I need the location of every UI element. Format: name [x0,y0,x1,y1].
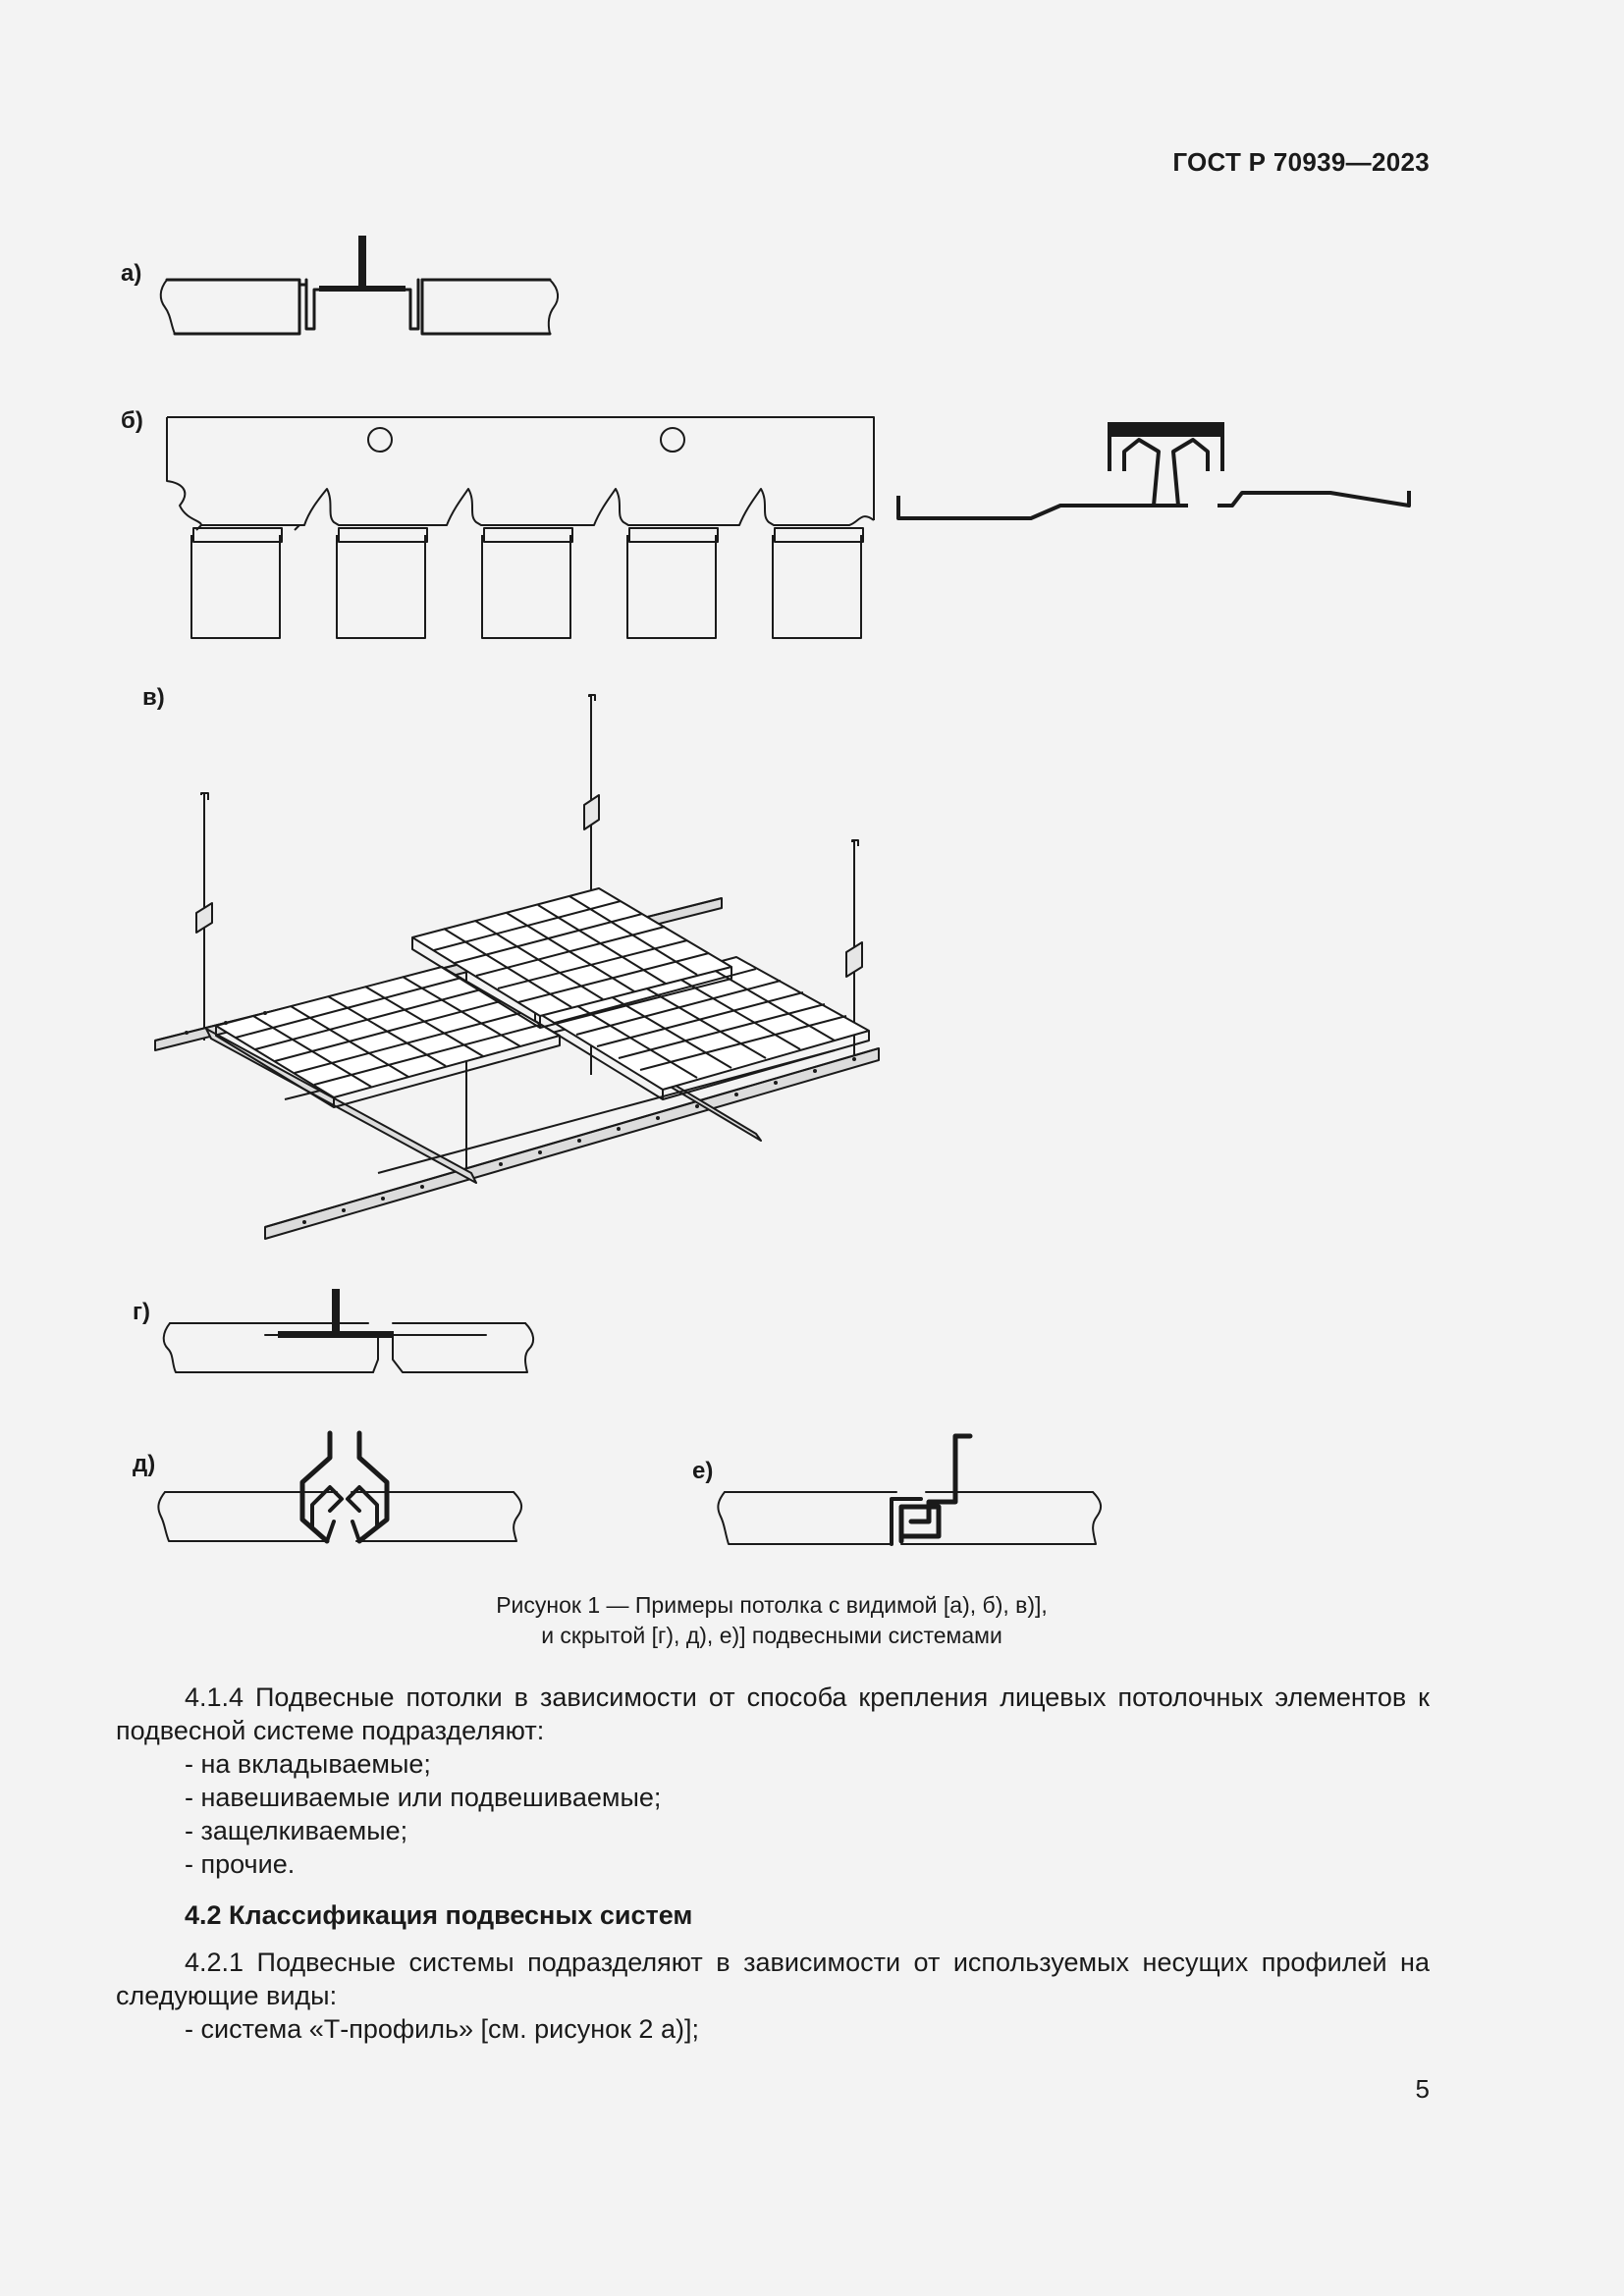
list-item-text: на вкладываемые; [200,1749,431,1779]
list-item: - прочие. [185,1849,296,1879]
document-id: ГОСТ Р 70939—2023 [1172,147,1430,177]
list-item-text: навешиваемые или подвешиваемые; [200,1783,662,1812]
list-item: - система «Т-профиль» [см. рисунок 2 а)]; [185,2014,699,2044]
panel-label-a: а) [121,260,142,287]
figure-panel-b-comb-drawing [162,412,889,648]
section-heading-4-2: 4.2 Классификация подвесных систем [185,1900,693,1930]
figure-panel-d-drawing [155,1428,528,1551]
figure-panel-g-drawing [162,1286,545,1384]
figure-caption-line-2: и скрытой [г), д), е)] подвесными системами [541,1623,1002,1648]
page-number: 5 [1415,2074,1430,2104]
figure-panel-e-drawing [715,1428,1108,1551]
panel-label-b: б) [121,407,143,434]
body-text [116,1681,1430,2046]
panel-label-d: д) [133,1451,156,1477]
paragraph-4-1-4: 4.1.4 Подвесные потолки в зависимости от способа крепления лицевых потолочных элементов к подвесной системе подразделяют: [116,1682,1430,1745]
list-item-text: защелкиваемые; [200,1816,408,1845]
figure-panel-b-profile-drawing [893,412,1429,530]
list-4-1-4 [116,1747,1430,1881]
list-item-text: система «Т-профиль» [см. рисунок 2 а)]; [200,2014,699,2044]
paragraph-4-2-1: 4.2.1 Подвесные системы подразделяют в зависимости от используемых несущих профилей на следующие виды: [116,1948,1430,2010]
figure-caption [0,1590,1543,1651]
list-item: - навешиваемые или подвешиваемые; [185,1783,662,1812]
panel-label-e: е) [692,1458,714,1484]
panel-label-v: в) [142,684,165,711]
list-item-text: прочие. [200,1849,296,1879]
panel-label-g: г) [133,1299,150,1325]
list-item: - защелкиваемые; [185,1816,408,1845]
figure-caption-line-1: Рисунок 1 — Примеры потолка с видимой [а), б), в)], [496,1592,1048,1618]
list-4-2-1 [116,2012,1430,2046]
list-item: - на вкладываемые; [185,1749,431,1779]
figure-panel-a-drawing [157,231,560,344]
figure-panel-v-isometric-drawing [147,687,893,1256]
